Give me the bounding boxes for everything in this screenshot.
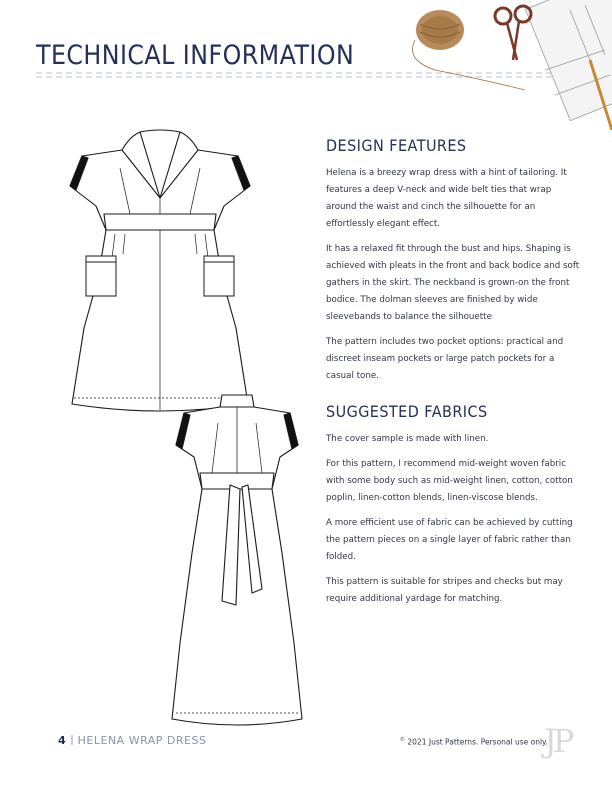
scissors-icon bbox=[495, 6, 531, 60]
design-features-paragraph: It has a relaxed fit through the bust and hips. Shaping is achieved with pleats in the front and back bodice and soft gathers in the skirt. The neckband is grown-on the front bodice. The dolman sleeves are finished by wide sleevebands to balance the silhouette bbox=[326, 244, 580, 322]
copyright-symbol: © bbox=[400, 737, 405, 743]
suggested-fabrics-paragraph: The cover sample is made with linen. bbox=[326, 434, 489, 444]
footer-page-info bbox=[58, 734, 206, 747]
copyright-text: 2021 Just Patterns. Personal use only. bbox=[405, 737, 548, 747]
design-features-paragraph: The pattern includes two pocket options: practical and discreet inseam pockets or large patch pockets for a casual tone. bbox=[326, 337, 564, 381]
suggested-fabrics-paragraph: A more efficient use of fabric can be achieved by cutting the pattern pieces on a single layer of fabric rather than folded. bbox=[326, 518, 573, 562]
text-column bbox=[326, 136, 584, 616]
footer-copyright bbox=[400, 737, 548, 747]
design-features-paragraph: Helena is a breezy wrap dress with a hint of tailoring. It features a deep V-neck and wide belt ties that wrap around the waist and cinch the silhouette for an effortlessly elegant effect. bbox=[326, 168, 567, 229]
footer-pattern-name: HELENA WRAP DRESS bbox=[77, 734, 207, 747]
brand-logo: JP bbox=[544, 722, 571, 760]
dress-back-view bbox=[168, 393, 306, 728]
footer-separator bbox=[71, 735, 73, 745]
suggested-fabrics-heading: SUGGESTED FABRICS bbox=[326, 402, 488, 421]
page-title: TECHNICAL INFORMATION bbox=[36, 40, 355, 72]
design-features-heading: DESIGN FEATURES bbox=[326, 136, 467, 155]
sewing-tools-decoration bbox=[395, 0, 612, 130]
suggested-fabrics-paragraph: For this pattern, I recommend mid-weight woven fabric with some body such as mid-weight linen, cotton, cotton poplin, linen-cotton blends, linen-viscose blends. bbox=[326, 459, 573, 503]
suggested-fabrics-paragraph: This pattern is suitable for stripes and checks but may require additional yardage for matching. bbox=[326, 577, 563, 604]
page-number: 4 bbox=[58, 734, 66, 747]
dress-front-view bbox=[60, 128, 260, 414]
